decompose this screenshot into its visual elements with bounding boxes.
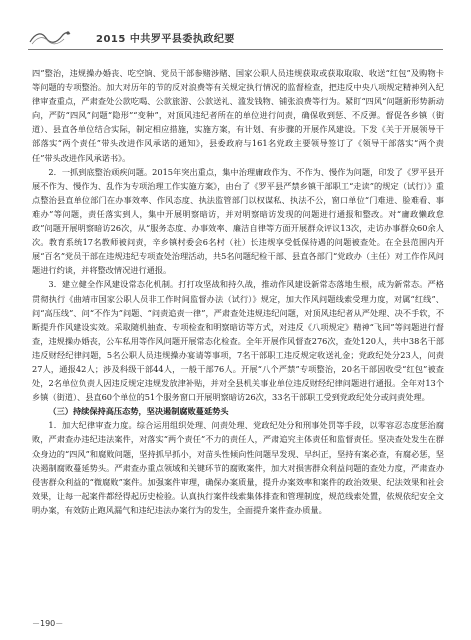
header-divider: [28, 49, 443, 50]
body-paragraph-3: 3．建立健全作风建设常态化机制。打打攻坚战和持久战，推动作风建设新常态落地生根，成为新常态。严格贯彻执行《曲靖市国家公职人员非工作时间监督办法（试行）》规定，加大作风问题线索受理力度，对属“红线”、问“高压线”、问“不作为”问题、“问责追责一律”，严肃查处违规违纪问题，对顶风违纪者从严处理、决不手软，不断提升作风建设实效。采取随机抽查、专项检查和明察暗访等方式，对违反《八项规定》精神“飞回”等问题进行督查，违规操办婚丧，公车私用等作风问题开展常态化检查。全年开展作风督查276次，查处120人，共中38名干部违反财经纪律问题，5名公职人员违规操办宴请等事项，7名干部职工违反规定收送礼金；党政纪处分23人，问责27人，通报42人；涉及科级干部44人，一般干部76人。开展“八个严禁”专项整治，20名干部因收受“红包”被查处，2名单位负责人因违反规定违规发放津补贴，并对全县机关事业单位违反财经纪律问题进行通报。全年对13个乡镇（街道）、县直60个单位的51个服务窗口开展明察暗访26次，33名干部职工受到党政纪处分或问责处理。: [32, 279, 444, 403]
page-number: －190－: [32, 619, 64, 628]
document-body: [32, 66, 444, 517]
header-ornament-icon: [28, 28, 72, 46]
running-header-title: 2015 中共罗平县委执政纪要: [96, 34, 235, 45]
section-heading-3: （三）持续保持高压态势，坚决遏制腐败蔓延势头: [48, 406, 229, 417]
body-paragraph-4: 1．加大纪律审查力度。综合运用组织处理、问责处理、党政纪处分和刑事处罚等手段，以零容忍态度惩治腐败，严肃查办违纪违法案件，对落实“两个责任”不力的责任人，严肃追究主体责任和监督责任。坚决查处发生在群众身边的“四风”和腐败问题，坚持抓早抓小，对苗头性倾向性问题早发现、早纠正，坚持有案必查，有腐必惩，坚决遏制腐败蔓延势头。严肃查办重点领域和关键环节的腐败案件，加大对损害群众利益问题的查处力度，严肃查办侵害群众利益的“微腐败”案件。加强案件审理，确保办案质量，提升办案效率和案件的政治效果、纪法效果和社会效果，让每一起案件都经得起历史检验。认真执行案件线索集体排查和管理制度，规范线索处置，依规依纪安全文明办案，有效防止跑风漏气和违纪违法办案行为的发生，全面提升案件查办质量。: [32, 420, 444, 515]
page-header: [28, 28, 443, 50]
body-paragraph-2: 2．一抓到底整治顽疾问题。2015年突出重点，集中治理庸政作为、不作为、慢作为问题，印发了《罗平县开展不作为、慢作为、乱作为专项治理工作实施方案》，由台了《罗平县严禁乡镇干部职工“走读”的规定（试行）》重点整治县直单位部门在办事效率、作风态度、执法监管部门以权谋私、执法不公，窗口单位“门难进、脸难看、事难办”等问题，责任落实到人，集中开展明察暗访，并对明察暗访发现的问题进行通报和整改。对“庸政懒政怠政”问题开展明察暗访26次，从“服务态度、办事效率、廉洁自律等方面开展群众评议13次，走访办事群众60余人次。教育系统17名教师被问责，辛乡镇村委会6名村（社）长违规享受低保待遇的问题被查处。在全县范围内开展“百名”党员干部在违规违纪专项查处治理活动，共5名问题纪检干部、县直各部门“党政办（主任）对工作作风问题进行约谈，并将整改情况进行通报。: [32, 166, 444, 276]
body-paragraph-1: 四”整治，违规操办婚丧、吃空饷、党员干部参赌涉赌、国家公职人员违规获取或获取取取、收送“红包”及购物卡等问题的专项整治。加大对历年的节的反对浪费等有关规定执行情况的监督检查，把违反中央八项规定精神列入纪律审查重点，严肃查处公款吃喝、公款旅游、公款送礼、滥发钱物、铺张浪费等行为。紧盯“四风”问题新形势新动向，严防“四风”问题“隐形”“变种”，对顶风违纪者所在的单位进行问责，确保收到惩、不反弹。督促各乡镇（街道）、县直各单位结合实际，制定相应措施，实施方案，有计划、有步骤的开展作风建设。下发《关于开展领导干部落实“两个责任”带头改进作风承诺的通知》，县委政府与161名党政主要领导签订了《领导干部落实“两个责任”带头改进作风承诺书》。: [32, 68, 444, 163]
